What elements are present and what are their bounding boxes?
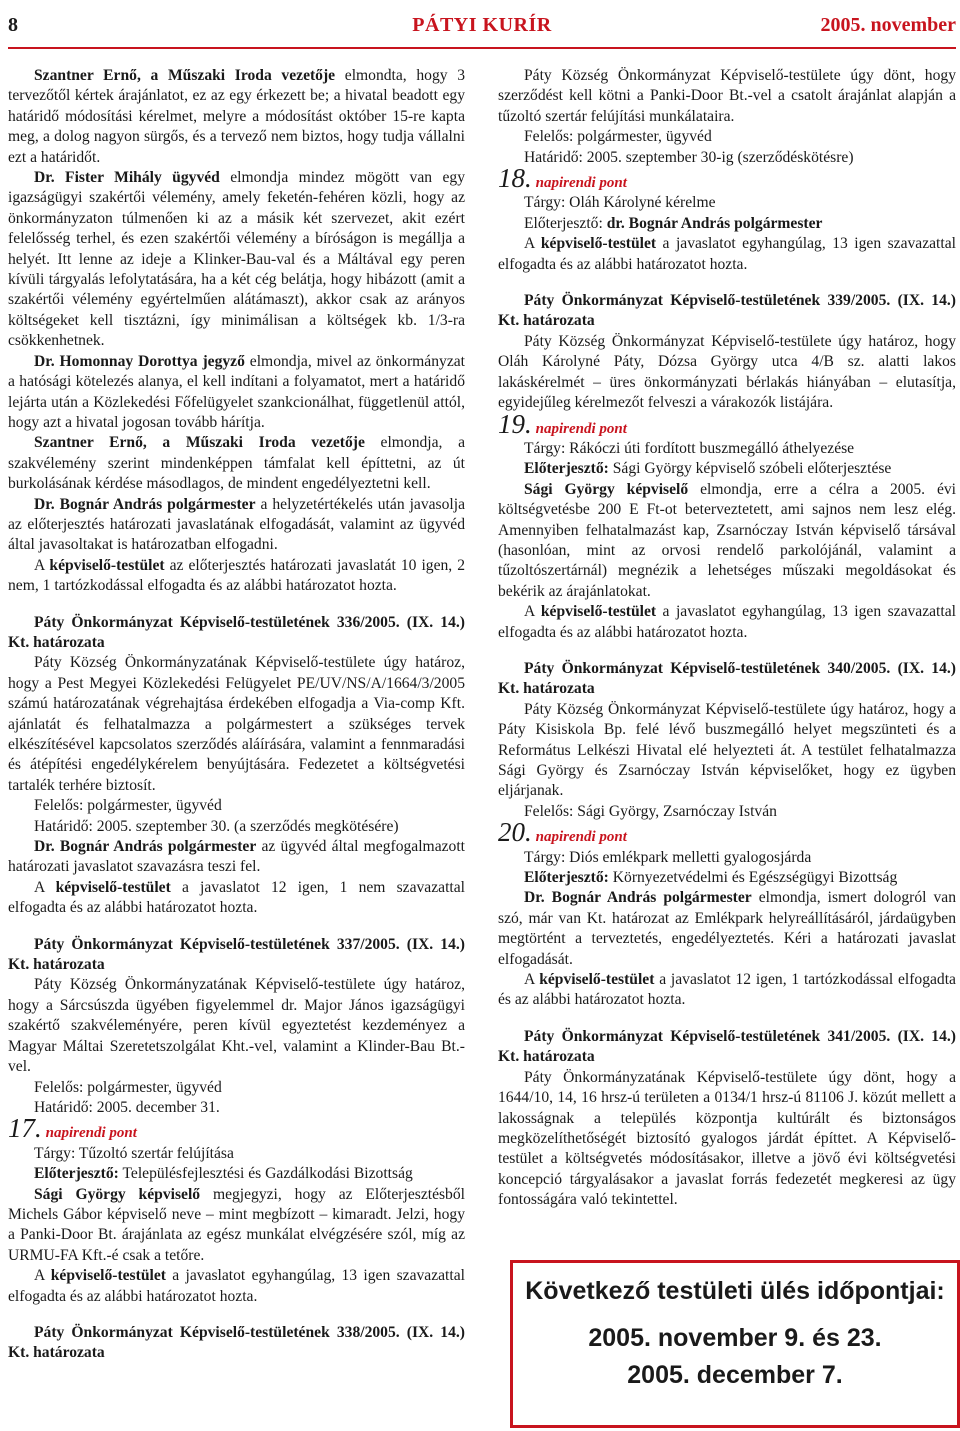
speaker-name: Dr. Bognár András polgármester [524,889,752,907]
resolution-text: Páty Község Önkormányzat Képviselő-testülete úgy határoz, hogy a Páty Kisiskola Bp. felé lévő buszmegálló helyet megszünteti és a Református Lelkészi Hivatal elé helyezteti át. A testület felhatalmazza Sági György és Zsarnóczay István képviselőket, hogy ez ügyben eljárjanak. [498,700,956,800]
agenda-item-17: 17. napirendi pont [8,1113,137,1144]
speaker-name: Dr. Homonnay Dorottya jegyző [34,352,245,370]
presenter: Előterjesztő: Településfejlesztési és Gazdálkodási Bizottság [34,1165,413,1183]
responsible: Felelős: polgármester, ügyvéd [34,1078,222,1096]
resolution-text: Páty Község Önkormányzat Képviselő-testülete úgy határoz, hogy Oláh Károlyné Páty, Dózsa György utca 4/B sz. alatti lakos lakáskérelmét – üres önkormányzati bérlakás hiányában – elutasítja, egyidejűleg kérelmezőt felveszi a várakozók listájára. [498,332,956,412]
agenda-item-18: 18. napirendi pont [498,163,627,194]
agenda-subject: Tárgy: Rákóczi úti fordított buszmegálló áthelyezése [524,439,855,457]
vote-paragraph: A képviselő-testület a javaslatot egyhangúlag, 13 igen szavazattal elfogadta és az alábbi határozatot hozta. [498,603,956,641]
paragraph: Szantner Ernő, a Műszaki Iroda vezetője elmondja, a szakvélemény szerint mindenképpen támfalat kell építtetni, az út burkolásának kérdése másodlagos, de mindent engedélyeztetni kell. [8,434,465,493]
paragraph: Sági György képviselő megjegyzi, hogy az Előterjesztésből Michels Gábor képviselő neve – mint megbízott – kimaradt. Jelzi, hogy a Panki-Door Bt. árajánlata az egész munkálat elvégzésére szól, míg az URMU-FA Kft.-é csak a tetőre. [8,1185,465,1264]
paragraph: Sági György képviselő elmondja, erre a célra a 2005. évi költségvetésbe 200 E Ft-ot beterveztetett, ami sajnos nem lesz elég. Amennyiben felhatalmazást kap, Zsarnóczay István képviselő társával (hasonlóan, mint az orvosi rendelő parkolójánál, valamint a tűzoltószertárnál) megnézik a lehetséges műszaki megoldásokat és bekérik az árajánlatokat. [498,480,956,600]
resolution-text: Páty Község Önkormányzatának Képviselő-testülete úgy határoz, hogy a Pest Megyei Közlekedési Felügyelet PE/UV/NS/A/1664/3/2005 számú határozatának végrehajtása érdekében elfogadja a Via-comp Kft. ajánlatát és felhatalmazza a polgármestert a szükséges tervek elkészítésével kapcsolatos szerződés aláírására, valamint a fennmaradási és átépítési engedélykérelem benyújtására. Fedezetet a költségvetési tartalék terhére biztosít. [8,654,465,794]
vote-paragraph: A képviselő-testület a javaslatot 12 igen, 1 tartózkodással elfogadta és az alábbi határozatot hozta. [498,971,956,1009]
speaker-name: Szantner Ernő, a Műszaki Iroda vezetője [34,67,336,84]
deadline: Határidő: 2005. szeptember 30. (a szerződés megkötésére) [34,817,399,835]
vote-paragraph: A képviselő-testület a javaslatot egyhangúlag, 13 igen szavazattal elfogadta és az alábbi határozatot hozta. [498,235,956,273]
resolution-heading: Páty Önkormányzat Képviselő-testületének 338/2005. (IX. 14.) Kt. határozata [8,1323,465,1362]
presenter: Előterjesztő: Környezetvédelmi és Egészségügyi Bizottság [524,869,898,887]
resolution-heading: Páty Önkormányzat Képviselő-testületének 340/2005. (IX. 14.) Kt. határozata [498,659,956,698]
resolution-heading: Páty Önkormányzat Képviselő-testületének 336/2005. (IX. 14.) Kt. határozata [8,613,465,651]
speaker-name: Dr. Fister Mihály ügyvéd [34,169,220,187]
speaker-name: Dr. Bognár András polgármester [34,838,257,856]
next-meeting-box [510,1260,960,1428]
page-header [8,14,956,50]
responsible: Felelős: Sági György, Zsarnóczay István [524,802,777,820]
paragraph: Dr. Homonnay Dorottya jegyző elmondja, mivel az önkormányzat a hatósági kötelezés alanya, el kell indítani a folyamatot, mert a határidő lejárta után a Közlekedési Főfelügyelet szankcionálhat, függetlenül attól, hogy azt a hivatal jogosan tovább hárítja. [8,352,465,431]
agenda-subject: Tárgy: Diós emlékpark melletti gyalogosjárda [524,848,812,866]
next-meeting-title: Következő testületi ülés időpontjai: [525,1277,945,1305]
right-column [498,66,956,1211]
deadline: Határidő: 2005. december 31. [34,1098,220,1116]
resolution-heading: Páty Önkormányzat Képviselő-testületének 341/2005. (IX. 14.) Kt. határozata [498,1027,956,1066]
resolution-text: Páty Önkormányzatának Képviselő-testülete úgy dönt, hogy a 1644/10, 14, 16 hrsz-ú területen a 0134/1 hrsz-ú 81106 J. közút mellett a lakosságnak a település központja kultúrált és biztonságos megközelíthetőségét biztosító gyalogos járdát építtet. A Képviselő-testület a költségvetés módosításakor, illetve a jövő évi költségvetési koncepció tárgyalásakor a javaslat forrás fedezetét megkeresi az ügy fontosságára való tekintettel. [498,1068,956,1209]
paragraph: Dr. Fister Mihály ügyvéd elmondja mindez mögött van egy igazságügyi szakértői vélemény, amely feketén-fehéren közli, hogy az önkormányzaton túlmenően ki az a másik két szervezet, akit ezért felelősség terhel, és ezen szakértői vélemény a bíróságon is megállja a helyét. Itt lenne az ideje a Klinker-Bau-val és a Máltával egy peren kívüli tárgyalás lefolytatására, ha a két cég belátja, hogy hibázott (amit a szakértői vélemény egyértelműen alátámaszt), akkor csak az arányos költségeket kell tisztázni, így minimálisan a költségek kb. 1/3-ra csökkenhetnek. [8,169,465,350]
agenda-subject: Tárgy: Oláh Károlyné kérelme [524,194,716,212]
agenda-item-20: 20. napirendi pont [498,817,627,848]
next-meeting-dates: 2005. november 9. és 23. [588,1324,882,1352]
speaker-name: Sági György képviselő [34,1185,201,1203]
vote-paragraph: A képviselő-testület az előterjesztés határozati javaslatát 10 igen, 2 nem, 1 tartózkodással elfogadta és az alábbi határozatot hozta. [8,556,465,595]
resolution-heading: Páty Önkormányzat Képviselő-testületének 337/2005. (IX. 14.) Kt. határozata [8,935,465,974]
resolution-heading: Páty Önkormányzat Képviselő-testületének 339/2005. (IX. 14.) Kt. határozata [498,292,956,330]
paragraph: Dr. Bognár András polgármester a helyzetértékelés után javasolja az előterjesztés határozati javaslatának elfogadását, valamint az ügyvéd által javasoltakat is határozatban elfogadni. [8,495,465,554]
speaker-name: Dr. Bognár András polgármester [34,495,256,513]
issue-date: 2005. november [820,14,956,36]
deadline: Határidő: 2005. szeptember 30-ig (szerződéskötésre) [524,148,854,166]
speaker-name: Sági György képviselő [524,480,689,498]
paragraph: Szantner Ernő, a Műszaki Iroda vezetője elmondta, hogy 3 tervezőtől kértek árajánlatot, ez az egy érkezett be; a hivatal beadott egy határidő módosítási kérelmet, melyre a módosítást október 15-re kapta meg, a dolog nagyon sürgős, és a tervező nem biztos, hogy tudja vállalni ezt a határidőt. [8,67,465,166]
speaker-name: Szantner Ernő, a Műszaki Iroda vezetője [34,434,365,452]
resolution-text: Páty Község Önkormányzat Képviselő-testülete úgy dönt, hogy szerződést kell kötni a Panki-Door Bt.-vel a csatolt árajánlat alapján a tűzoltó szertár felújítási munkálataira. [498,67,956,125]
vote-paragraph: A képviselő-testület a javaslatot egyhangúlag, 13 igen szavazattal elfogadta és az alábbi határozatot hozta. [8,1267,465,1305]
header-rule [8,47,956,49]
agenda-subject: Tárgy: Tűzoltó szertár felújítása [34,1144,234,1162]
page-number: 8 [8,14,18,36]
left-column [8,66,465,1364]
presenter: Előterjesztő: Sági György képviselő szóbeli előterjesztése [524,460,892,478]
paragraph: Dr. Bognár András polgármester az ügyvéd által megfogalmazott határozati javaslatot szavazásra teszi fel. [8,838,465,876]
paragraph: Dr. Bognár András polgármester elmondja, ismert dologról van szó, már van Kt. határozat az Emlékpark helyreállításáról, járdaügyben megtörtént a terveztetés, engedélyeztetés. Kéri a határozati javaslat elfogadását. [498,889,956,968]
resolution-text: Páty Község Önkormányzatának Képviselő-testülete úgy határoz, hogy a Sárcsúszda ügyében figyelemmel dr. Major János igazságügyi szakértő szakvéleményére, peren kívül egyeztetést kezdeményez a Magyar Máltai Szeretetszolgálat Kht.-vel, valamint a Klinder-Bau Bt.-vel. [8,976,465,1076]
responsible: Felelős: polgármester, ügyvéd [34,797,222,815]
presenter: Előterjesztő: dr. Bognár András polgármester [524,214,823,232]
agenda-item-19: 19. napirendi pont [498,408,627,439]
vote-paragraph: A képviselő-testület a javaslatot 12 igen, 1 nem szavazattal elfogadta és az alábbi határozatot hozta. [8,878,465,917]
newspaper-title: PÁTYI KURÍR [412,14,552,36]
responsible: Felelős: polgármester, ügyvéd [524,128,712,146]
next-meeting-dates: 2005. december 7. [627,1361,843,1389]
